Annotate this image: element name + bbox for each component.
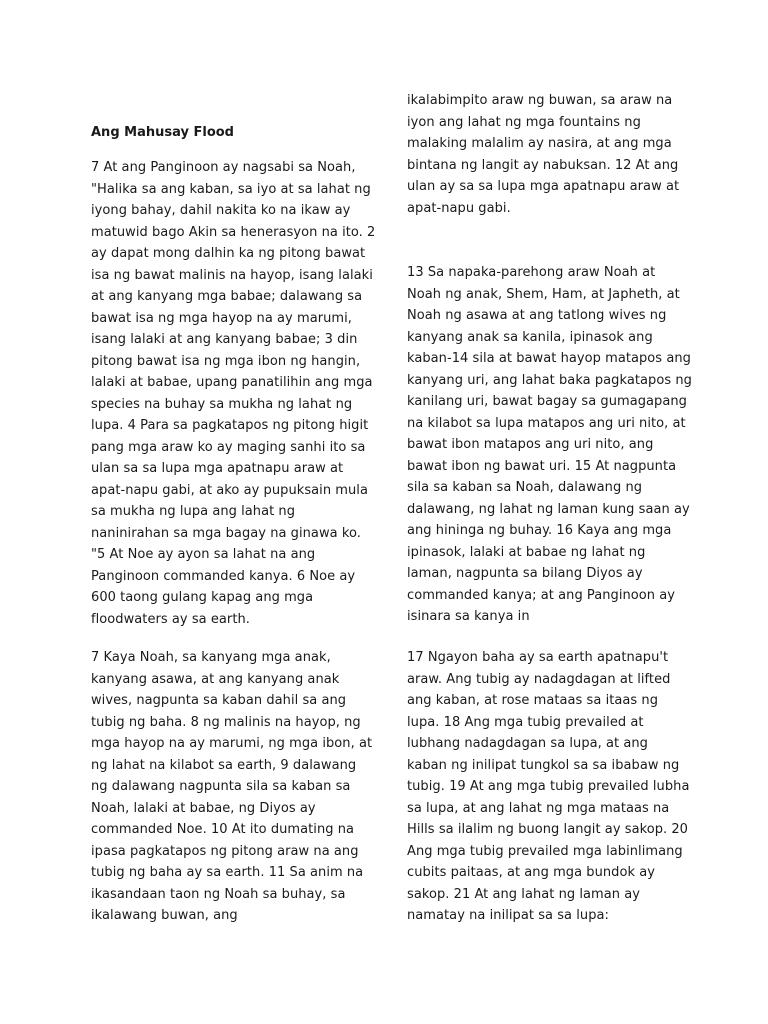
document-title: Ang Mahusay Flood bbox=[91, 125, 234, 140]
left-column-paragraph-1 bbox=[91, 157, 376, 630]
paragraph-text: ikalabimpito araw ng buwan, sa araw na iyon ang lahat ng mga fountains ng malaking malalim ay nasira, at ang mga bintana ng langit ay nabuksan. 12 At ang ulan ay sa sa lupa mga apatnapu araw at apat-napu gabi. bbox=[407, 93, 680, 216]
left-column-paragraph-2 bbox=[91, 647, 376, 927]
right-column-paragraph-2 bbox=[407, 262, 692, 628]
right-column-paragraph-1 bbox=[407, 90, 692, 219]
paragraph-text: 13 Sa napaka-parehong araw Noah at Noah ng anak, Shem, Ham, at Japheth, at Noah ng asawa at ang tatlong wives ng kanyang anak sa kanila, ipinasok ang kaban-14 sila at bawat hayop matapos ang kanyang uri, ang lahat baka pagkatapos ng kanilang uri, bawat bagay sa gumagapang na kilabot sa lupa matapos ang uri nito, at bawat ibon matapos ang uri nito, ang bawat ibon ng bawat uri. 15 At nagpunta sila sa kaban sa Noah, dalawang ng dalawang, ng lahat ng laman kung saan ay ang hininga ng buhay. 16 Kaya ang mga ipinasok, lalaki at babae ng lahat ng laman, nagpunta sa bilang Diyos ay commanded kanya; at ang Panginoon ay isinara sa kanya in bbox=[407, 265, 692, 624]
paragraph-text: 17 Ngayon baha ay sa earth apatnapu't araw. Ang tubig ay nadagdagan at lifted ang kaban, at rose mataas sa itaas ng lupa. 18 Ang mga tubig prevailed at lubhang nadagdagan sa lupa, at ang kaban ng inilipat tungkol sa sa ibabaw ng tubig. 19 At ang mga tubig prevailed lubha sa lupa, at ang lahat ng mga mataas na Hills sa ilalim ng buong langit ay sakop. 20 Ang mga tubig prevailed mga labinlimang cubits paitaas, at ang mga bundok ay sakop. 21 At ang lahat ng laman ay namatay na inilipat sa sa lupa: bbox=[407, 650, 690, 923]
paragraph-text: 7 Kaya Noah, sa kanyang mga anak, kanyang asawa, at ang kanyang anak wives, nagpunta sa kaban dahil sa ang tubig ng baha. 8 ng malinis na hayop, ng mga hayop na ay marumi, ng mga ibon, at ng lahat na kilabot sa earth, 9 dalawang ng dalawang nagpunta sila sa kaban sa Noah, lalaki at babae, ng Diyos ay commanded Noe. 10 At ito dumating na ipasa pagkatapos ng pitong araw na ang tubig ng baha ay sa earth. 11 Sa anim na ikasandaan taon ng Noah sa buhay, sa ikalawang buwan, ang bbox=[91, 650, 373, 923]
right-column-paragraph-3 bbox=[407, 647, 692, 927]
paragraph-text: 7 At ang Panginoon ay nagsabi sa Noah, "Halika sa ang kaban, sa iyo at sa lahat ng iyong bahay, dahil nakita ko na ikaw ay matuwid bago Akin sa henerasyon na ito. 2 ay dapat mong dalhin ka ng pitong bawat isa ng bawat malinis na hayop, isang lalaki at ang kanyang mga babae; dalawang sa bawat isa ng mga hayop na ay marumi, isang lalaki at ang kanyang babae; 3 din pitong bawat isa ng mga ibon ng hangin, lalaki at babae, upang panatilihin ang mga species na buhay sa mukha ng lahat ng lupa. 4 Para sa pagkatapos ng pitong higit pang mga araw ko ay maging sanhi ito sa ulan sa sa lupa mga apatnapu araw at apat-napu gabi, at ako ay pupuksain mula sa mukha ng lupa ang lahat ng naninirahan sa mga bagay na ginawa ko. "5 At Noe ay ayon sa lahat na ang Panginoon commanded kanya. 6 Noe ay 600 taong gulang kapag ang mga floodwaters ay sa earth. bbox=[91, 160, 376, 627]
